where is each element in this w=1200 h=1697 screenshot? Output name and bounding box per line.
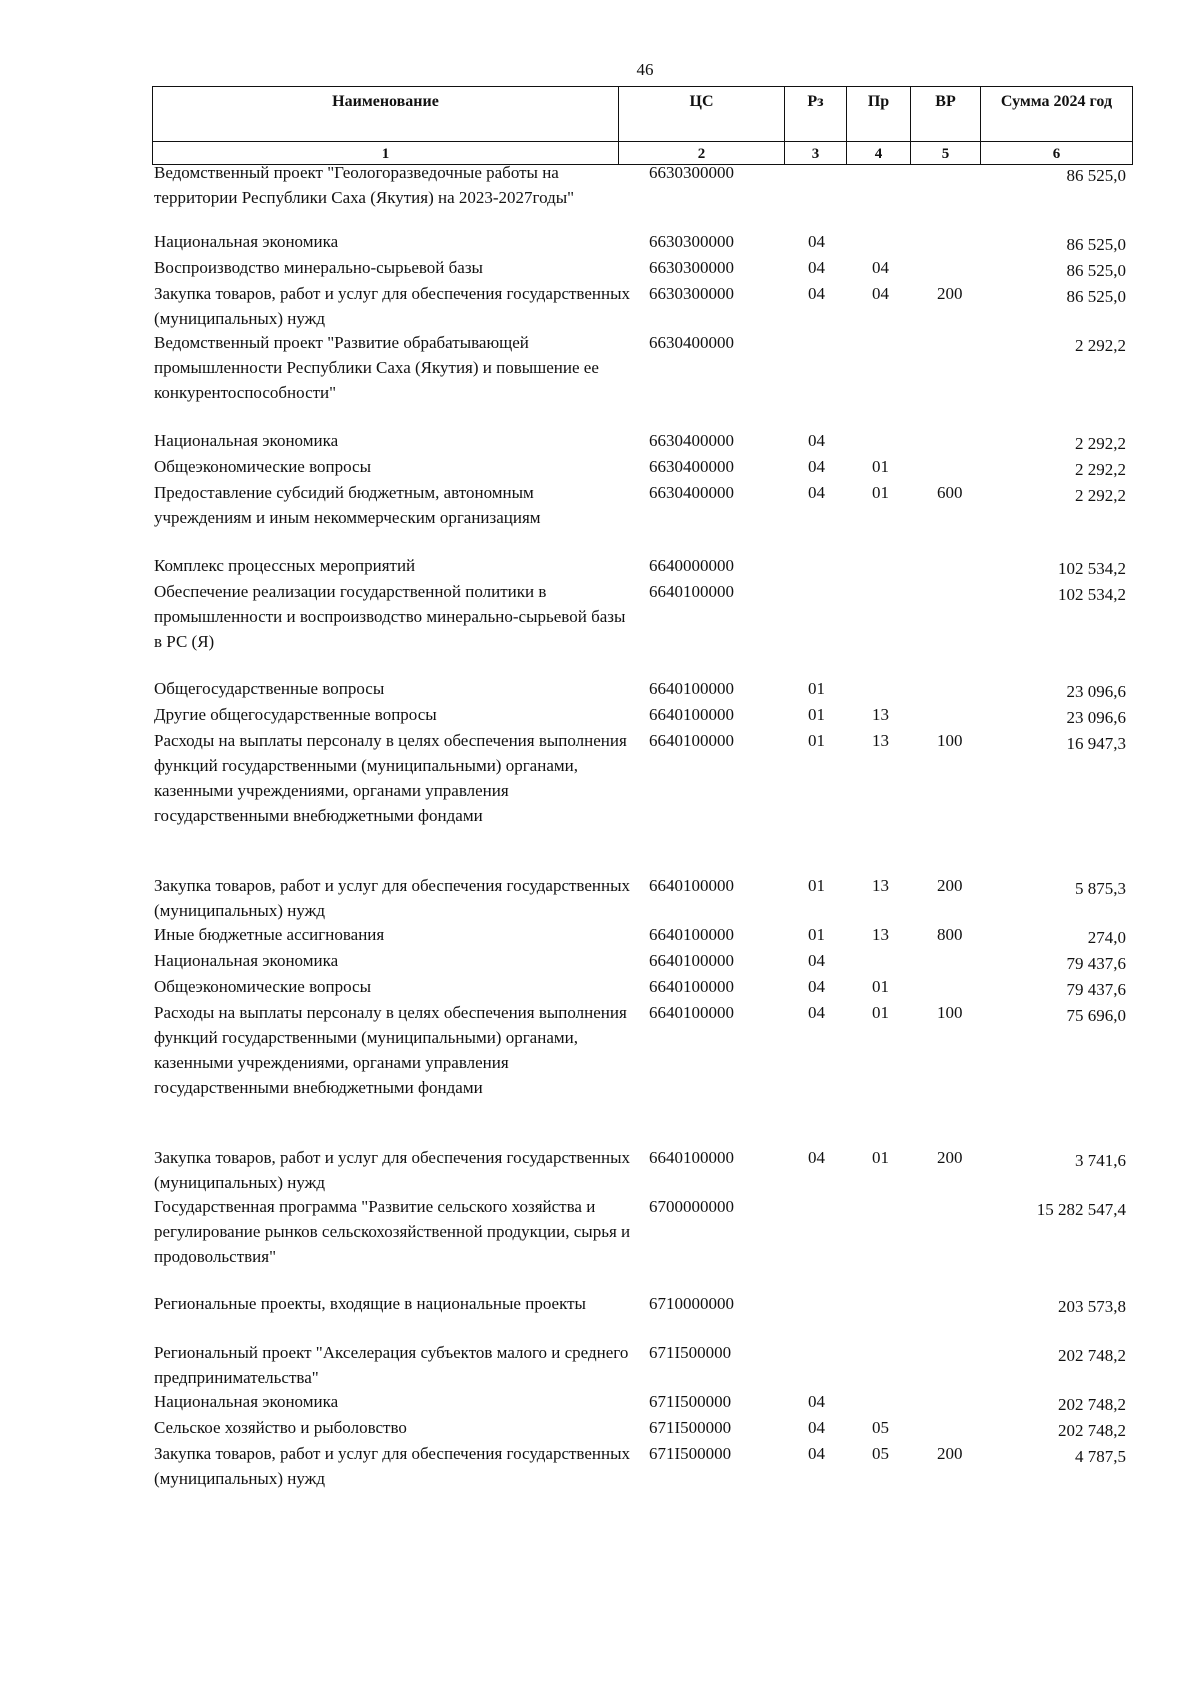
row-sum: 86 525,0 (1066, 166, 1126, 185)
page-number: 46 (636, 60, 654, 79)
row-cs: 6640100000 (649, 582, 734, 601)
header-cs: ЦС (619, 87, 785, 142)
table-row (152, 948, 1132, 973)
row-cs: 6630300000 (649, 258, 734, 277)
row-cs: 6640100000 (649, 951, 734, 970)
row-name: Предоставление субсидий бюджетным, автономным учреждениям и иным некоммерческим организациям (154, 483, 541, 527)
table-row (152, 553, 1132, 578)
row-cs: 6640000000 (649, 556, 734, 575)
row-sum: 274,0 (1087, 928, 1126, 947)
table-row (152, 1389, 1132, 1414)
row-vr: 100 (937, 731, 963, 750)
row-name: Расходы на выплаты персоналу в целях обеспечения выполнения функций государственными (муниципальными) органами, казенными учреждениями, органами управления государственными внебюджетными фондами (154, 731, 627, 825)
row-cs: 6630300000 (649, 232, 734, 251)
row-rz: 04 (808, 951, 825, 970)
table-row (152, 1291, 1132, 1341)
row-pr: 01 (872, 483, 889, 502)
row-cs: 671I500000 (649, 1343, 732, 1362)
row-sum: 86 525,0 (1066, 261, 1126, 280)
row-cs: 6640100000 (649, 1148, 734, 1167)
row-name: Иные бюджетные ассигнования (154, 925, 385, 944)
row-cs: 6640100000 (649, 977, 734, 996)
row-rz: 04 (808, 431, 825, 450)
row-rz: 01 (808, 679, 825, 698)
row-cs: 6630400000 (649, 457, 734, 476)
row-rz: 01 (808, 731, 825, 750)
table-row (152, 428, 1132, 453)
table-row (152, 1340, 1132, 1390)
table-row (152, 579, 1132, 679)
row-rz: 04 (808, 1418, 825, 1437)
row-pr: 05 (872, 1444, 889, 1463)
table-row (152, 922, 1132, 947)
row-pr: 13 (872, 925, 889, 944)
table-header (152, 86, 1133, 165)
row-cs: 6640100000 (649, 705, 734, 724)
header-sum: Сумма 2024 год (981, 87, 1133, 142)
row-name: Национальная экономика (154, 232, 339, 251)
table-row (152, 1145, 1132, 1195)
row-cs: 6640100000 (649, 679, 734, 698)
row-name: Другие общегосударственные вопросы (154, 705, 437, 724)
row-rz: 04 (808, 977, 825, 996)
row-name: Общеэкономические вопросы (154, 977, 371, 996)
row-name: Закупка товаров, работ и услуг для обеспечения государственных (муниципальных) нужд (154, 1444, 631, 1488)
row-sum: 86 525,0 (1066, 287, 1126, 306)
row-cs: 6630300000 (649, 284, 734, 303)
row-sum: 3 741,6 (1075, 1151, 1126, 1170)
row-cs: 6630400000 (649, 483, 734, 502)
table-row (152, 454, 1132, 479)
row-sum: 79 437,6 (1066, 954, 1126, 973)
row-sum: 16 947,3 (1066, 734, 1126, 753)
row-rz: 01 (808, 925, 825, 944)
row-rz: 04 (808, 1444, 825, 1463)
row-rz: 04 (808, 1392, 825, 1411)
header-num-4: 4 (847, 142, 911, 165)
row-sum: 102 534,2 (1058, 585, 1126, 604)
row-vr: 800 (937, 925, 963, 944)
row-pr: 05 (872, 1418, 889, 1437)
table-row (152, 974, 1132, 999)
row-sum: 15 282 547,4 (1036, 1200, 1126, 1219)
row-cs: 6630400000 (649, 431, 734, 450)
row-rz: 04 (808, 483, 825, 502)
header-rz: Рз (785, 87, 847, 142)
row-vr: 200 (937, 1148, 963, 1167)
table-row (152, 1000, 1132, 1145)
row-sum: 75 696,0 (1066, 1006, 1126, 1025)
row-sum: 202 748,2 (1058, 1395, 1126, 1414)
header-pr: Пр (847, 87, 911, 142)
row-sum: 203 573,8 (1058, 1297, 1126, 1316)
row-pr: 01 (872, 977, 889, 996)
row-name: Закупка товаров, работ и услуг для обеспечения государственных (муниципальных) нужд (154, 1148, 631, 1192)
row-sum: 23 096,6 (1066, 708, 1126, 727)
row-rz: 04 (808, 284, 825, 303)
table-row (152, 1441, 1132, 1491)
row-sum: 202 748,2 (1058, 1346, 1126, 1365)
row-pr: 04 (872, 258, 889, 277)
row-cs: 6630400000 (649, 333, 734, 352)
row-name: Расходы на выплаты персоналу в целях обеспечения выполнения функций государственными (муниципальными) органами, казенными учреждениями, органами управления государственными внебюджетными фондами (154, 1003, 627, 1097)
row-name: Сельское хозяйство и рыболовство (154, 1418, 407, 1437)
table-row (152, 1194, 1132, 1292)
table-row (152, 480, 1132, 552)
row-rz: 04 (808, 258, 825, 277)
row-cs: 6640100000 (649, 925, 734, 944)
row-pr: 04 (872, 284, 889, 303)
row-rz: 04 (808, 232, 825, 251)
row-cs: 6640100000 (649, 876, 734, 895)
row-cs: 6640100000 (649, 731, 734, 750)
row-name: Общеэкономические вопросы (154, 457, 371, 476)
table-row (152, 281, 1132, 331)
table-row (152, 255, 1132, 280)
row-sum: 2 292,2 (1075, 486, 1126, 505)
row-rz: 01 (808, 876, 825, 895)
row-name: Региональный проект "Акселерация субъектов малого и среднего предпринимательства" (154, 1343, 629, 1387)
row-name: Ведомственный проект "Развитие обрабатывающей промышленности Республики Саха (Якутия) и повышение ее конкурентоспособности" (154, 333, 599, 402)
row-sum: 202 748,2 (1058, 1421, 1126, 1440)
table-row (152, 728, 1132, 873)
row-sum: 5 875,3 (1075, 879, 1126, 898)
row-cs: 671I500000 (649, 1444, 732, 1463)
row-pr: 13 (872, 876, 889, 895)
header-num-1: 1 (153, 142, 619, 165)
row-name: Государственная программа "Развитие сельского хозяйства и регулирование рынков сельскохозяйственной продукции, сырья и продовольствия" (154, 1197, 631, 1266)
table-row (152, 229, 1132, 254)
table-row (152, 330, 1132, 430)
row-pr: 01 (872, 457, 889, 476)
row-vr: 200 (937, 284, 963, 303)
row-sum: 2 292,2 (1075, 336, 1126, 355)
header-num-2: 2 (619, 142, 785, 165)
row-cs: 6640100000 (649, 1003, 734, 1022)
row-name: Комплекс процессных мероприятий (154, 556, 416, 575)
table-row (152, 1415, 1132, 1440)
row-cs: 6630300000 (649, 163, 734, 182)
row-name: Закупка товаров, работ и услуг для обеспечения государственных (муниципальных) нужд (154, 876, 631, 920)
row-sum: 79 437,6 (1066, 980, 1126, 999)
row-cs: 671I500000 (649, 1392, 732, 1411)
row-sum: 86 525,0 (1066, 235, 1126, 254)
row-rz: 04 (808, 1003, 825, 1022)
row-rz: 04 (808, 457, 825, 476)
row-pr: 13 (872, 705, 889, 724)
row-cs: 6710000000 (649, 1294, 734, 1313)
header-num-6: 6 (981, 142, 1133, 165)
row-name: Национальная экономика (154, 431, 339, 450)
row-vr: 200 (937, 876, 963, 895)
row-pr: 01 (872, 1148, 889, 1167)
row-name: Ведомственный проект "Геологоразведочные работы на территории Республики Саха (Якутия) на 2023-2027годы" (154, 163, 575, 207)
row-vr: 200 (937, 1444, 963, 1463)
row-sum: 2 292,2 (1075, 434, 1126, 453)
header-num-3: 3 (785, 142, 847, 165)
row-name: Национальная экономика (154, 951, 339, 970)
row-name: Региональные проекты, входящие в национальные проекты (154, 1294, 586, 1313)
row-name: Национальная экономика (154, 1392, 339, 1411)
header-name: Наименование (153, 87, 619, 142)
row-rz: 04 (808, 1148, 825, 1167)
row-cs: 6700000000 (649, 1197, 734, 1216)
row-pr: 13 (872, 731, 889, 750)
row-sum: 2 292,2 (1075, 460, 1126, 479)
row-cs: 671I500000 (649, 1418, 732, 1437)
row-name: Воспроизводство минерально-сырьевой базы (154, 258, 483, 277)
row-name: Закупка товаров, работ и услуг для обеспечения государственных (муниципальных) нужд (154, 284, 631, 328)
header-num-5: 5 (911, 142, 981, 165)
row-name: Обеспечение реализации государственной политики в промышленности и воспроизводство минерально-сырьевой базы в РС (Я) (154, 582, 626, 651)
row-pr: 01 (872, 1003, 889, 1022)
row-vr: 600 (937, 483, 963, 502)
table-row (152, 676, 1132, 701)
row-sum: 102 534,2 (1058, 559, 1126, 578)
row-sum: 4 787,5 (1075, 1447, 1126, 1466)
row-rz: 01 (808, 705, 825, 724)
header-vr: ВР (911, 87, 981, 142)
row-sum: 23 096,6 (1066, 682, 1126, 701)
table-row (152, 873, 1132, 923)
table-row (152, 702, 1132, 727)
table-row (152, 160, 1132, 235)
row-vr: 100 (937, 1003, 963, 1022)
row-name: Общегосударственные вопросы (154, 679, 385, 698)
